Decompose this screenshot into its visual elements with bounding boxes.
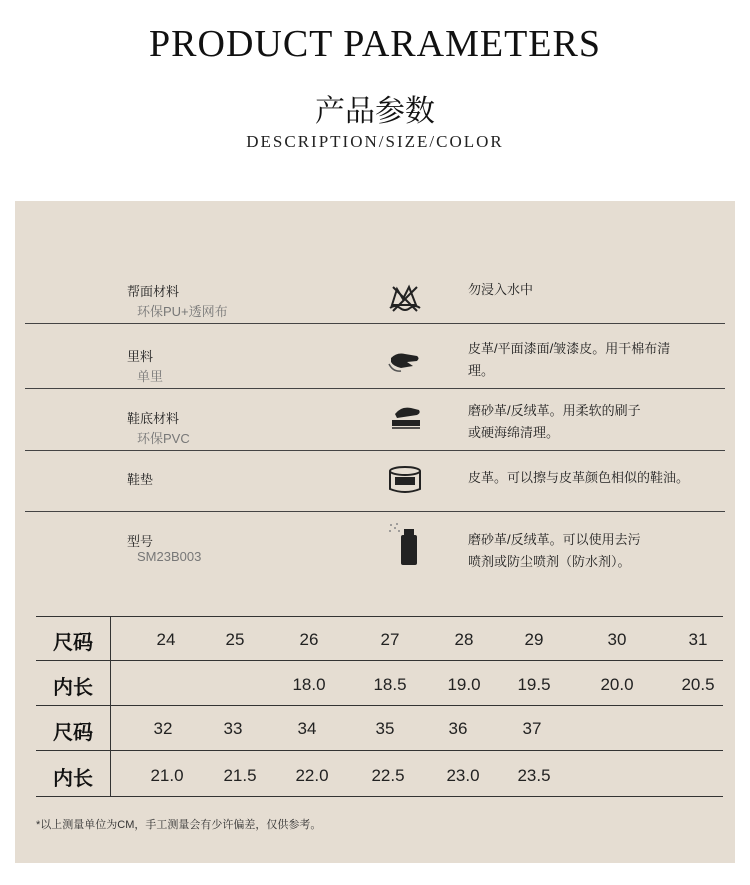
param-value: 环保PVC [137,431,190,446]
care-instruction: 磨砂革/反绒革。用柔软的刷子 或硬海绵清理。 [468,403,641,440]
length-cell: 21.5 [223,766,257,785]
row-divider [25,511,725,512]
care-instruction: 皮革。可以擦与皮革颜色相似的鞋油。 [468,470,690,485]
care-instruction: 勿浸入水中 [468,282,534,297]
length-cell: 18.0 [292,675,326,694]
spray-can-icon [387,521,423,567]
param-label: 鞋垫 [127,472,154,487]
table-column-divider [110,705,111,796]
table-column-divider [110,616,111,705]
length-header: 内长 [53,677,93,699]
param-value: SM23B003 [137,549,202,564]
hand-brush-icon [387,400,423,434]
length-cell: 20.0 [600,675,634,694]
size-cell: 34 [297,719,317,738]
param-label: 里料 [127,349,154,364]
param-label: 型号 [127,534,154,549]
size-cell: 30 [607,630,627,649]
table-rule [36,660,723,661]
row-divider [25,323,725,324]
length-header: 内长 [53,768,93,790]
param-label: 帮面材料 [127,284,180,299]
length-cell: 20.5 [681,675,715,694]
parameters-panel [15,201,735,863]
length-cell: 23.5 [517,766,551,785]
size-cell: 35 [375,719,395,738]
size-cell: 27 [380,630,400,649]
row-divider [25,388,725,389]
hand-cloth-wipe-icon [387,344,423,378]
size-header: 尺码 [53,632,93,654]
measurement-note: *以上测量单位为CM，手工测量会有少许偏差，仅供参考。 [36,819,322,831]
page-title: PRODUCT PARAMETERS [149,23,601,65]
shoe-polish-tin-icon [387,463,423,497]
page-subtitle-en: DESCRIPTION/SIZE/COLOR [246,132,504,151]
length-cell: 18.5 [373,675,407,694]
table-rule [36,616,723,617]
length-cell: 21.0 [150,766,184,785]
param-label: 鞋底材料 [127,411,180,426]
length-cell: 19.5 [517,675,551,694]
length-cell: 22.0 [295,766,329,785]
param-value: 单里 [137,369,164,384]
table-rule [36,705,723,706]
size-cell: 33 [223,719,243,738]
length-cell: 23.0 [446,766,480,785]
size-cell: 28 [454,630,474,649]
size-cell: 29 [524,630,544,649]
table-rule [36,796,723,797]
size-cell: 25 [225,630,245,649]
size-cell: 31 [688,630,708,649]
size-cell: 37 [522,719,542,738]
page-subtitle-cn: 产品参数 [315,94,435,129]
size-cell: 32 [153,719,173,738]
length-cell: 19.0 [447,675,481,694]
size-cell: 26 [299,630,319,649]
param-value: 环保PU+透网布 [137,304,228,319]
table-rule [36,750,723,751]
care-instruction: 皮革/平面漆面/皱漆皮。用干棉布清 理。 [468,341,671,378]
size-cell: 36 [448,719,468,738]
care-instruction: 磨砂革/反绒革。可以使用去污 喷剂或防尘喷剂（防水剂）。 [468,532,641,569]
length-cell: 22.5 [371,766,405,785]
size-cell: 24 [156,630,176,649]
size-header: 尺码 [53,722,93,744]
no-soak-water-icon [387,281,423,315]
row-divider [25,450,725,451]
